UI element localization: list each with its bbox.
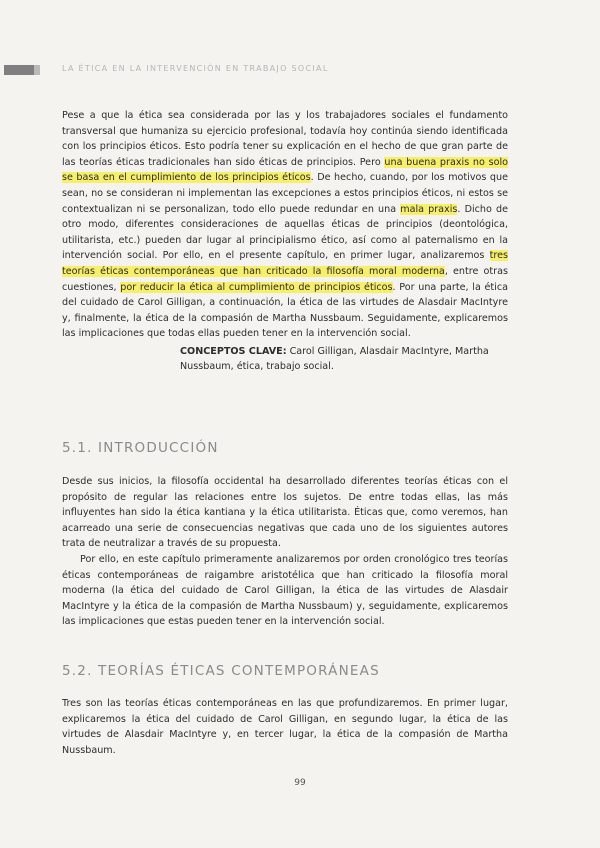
section-heading-introduction: 5.1. INTRODUCCIÓN [62,440,219,456]
abstract-text-1: Pese a que la ética sea considerada por las y los trabajadores sociales el fundamento transversal que humaniza su ejercicio profesional, todavía hoy continúa siendo identificada con los principios éticos. Esto podría tener su explicación en el hecho de que gran parte de las teorías éticas tradicionales han sido éticas de principios. Pero [62,110,508,168]
abstract-text-3: . Dicho de otro modo, diferentes consideraciones de aquellas éticas de principios (deontológica, utilitarista, etc.) pueden dar lugar al principialismo ético, así como al paternalismo en la intervención social. Por ello, en el presente capítulo, en primer lugar, analizaremos [62,203,509,262]
running-header: LA ÉTICA EN LA INTERVENCIÓN EN TRABAJO SOCIAL [62,64,329,73]
header-bar-decoration [4,65,40,75]
keywords-text: Carol Gilligan, Alasdair MacIntyre, Martha Nussbaum, ética, trabajo social. [180,346,489,372]
section-heading-contemporary-theories: 5.2. TEORÍAS ÉTICAS CONTEMPORÁNEAS [62,663,380,679]
keywords-label: CONCEPTOS CLAVE: [180,346,287,357]
page-number: 99 [294,778,306,788]
highlight-good-praxis: una buena praxis no solo se basa en el cumplimiento de los principios éticos [62,156,508,184]
contemporary-theories-paragraph: Tres son las teorías éticas contemporáneas en las que profundizaremos. En primer lugar, explicaremos la ética del cuidado de Carol Gilligan, en segundo lugar, la ética de las virtudes de Alasdair MacIntyre y, en tercer lugar, la ética de la compasión de Martha Nussbaum. [62,698,508,756]
header-bar-segment [34,65,40,75]
highlight-bad-praxis: mala praxis [400,203,458,215]
abstract-text-2: . De hecho, cuando, por los motivos que sean, no se consideran ni implementan las excepciones a estos principios éticos, ni estos se contextualizan ni se personalizan, todo ello puede redundar en una [62,172,509,215]
highlight-three-theories: tres teorías éticas contemporáneas que han criticado la filosofía moral moderna [62,250,508,277]
abstract-text-5: . Por una parte, la ética del cuidado de Carol Gilligan, a continuación, la ética de las virtudes de Alasdair MacIntyre y, finalmente, la ética de la compasión de Martha Nussbaum. Seguidamente, explicaremos las implicaciones que todas ellas pueden tener en la intervención social. [62,281,509,340]
introduction-paragraph-2: Por ello, en este capítulo primeramente analizaremos por orden cronológico tres teorías éticas contemporáneas de raigambre aristotélica que han criticado la filosofía moral moderna (la ética del cuidado de Carol Gilligan, la ética de las virtudes de Alasdair MacIntyre y la ética de la compasión de Martha Nussbaum) y, seguidamente, explicaremos las implicaciones que estas pueden tener en la intervención social. [62,554,508,628]
highlight-reduce-ethics: por reducir la ética al cumplimiento de principios éticos [120,281,393,293]
introduction-paragraph-1: Desde sus inicios, la filosofía occidental ha desarrollado diferentes teorías éticas con el propósito de regular las relaciones entre los sujetos. De entre todas ellas, las más influyentes han sido la ética kantiana y la ética utilitarista. Éticas que, como veremos, han acarreado una serie de consecuencias negativas que cada uno de los siguientes autores trata de neutralizar a través de su propuesta. [62,476,508,550]
abstract-text-4: , entre otras cuestiones, [62,265,509,293]
abstract-paragraph [62,108,508,342]
keywords [180,344,510,374]
